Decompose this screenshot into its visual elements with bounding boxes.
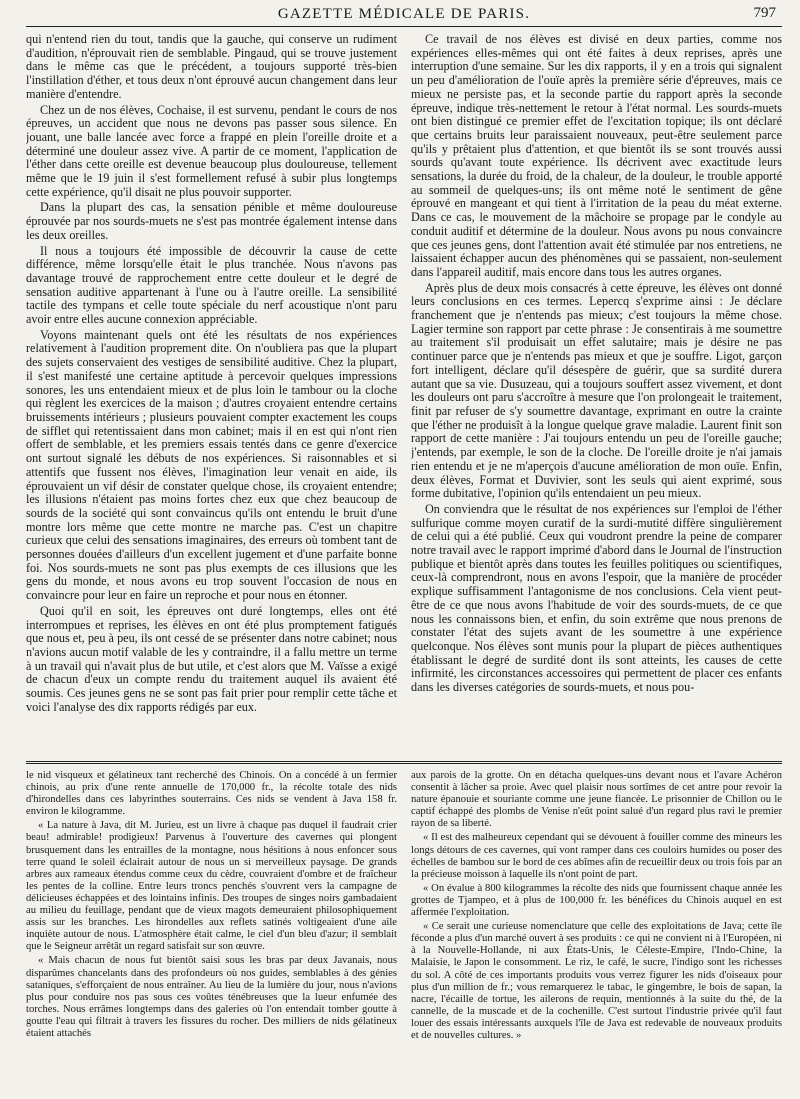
feuilleton-paragraph: « Ce serait une curieuse nomenclature que celle des exploitations de Java; cette île féconde a plus d'un marché ouvert à ses produits : ce qui ne convient ni à l'Européen, ni à la Nouvelle-Hollande, ni aux États-Unis, le Céleste-Empire, l'Indo-Chine, la Malaisie, le Japon le consomment. Le riz, le café, le sucre, l'indigo sont les richesses du sol. A côté de ces importants produits vous verrez figurer les nids d'oiseaux pour plus d'un million de fr.; vous remarquerez le tabac, le gingembre, le bois de sapan, la nacre, l'écaille de tortue, les ailerons de requin, mentionnés à la suite du thé, de la cannelle, de la muscade et de la cochenille. C'est surtout l'industrie privée qu'il faut louer des essais intéressants auxquels l'île de Java est redevable de nouveaux produits et de nouvelles cultures. » (411, 921, 782, 1041)
feuilleton-paragraph: aux parois de la grotte. On en détacha quelques-uns devant nous et l'avare Achéron consentit à lâcher sa proie. Avec quel plaisir nous sortîmes de cet antre pour revoir la nature épanouie et souriante comme une jeune fiancée. Le prisonnier de Chillon ou le captif échappé des plombs de Venise n'eût point salué d'un regard plus ravi le premier rayon de sa liberté. (411, 770, 782, 830)
article-paragraph: Après plus de deux mois consacrés à cette épreuve, les élèves ont donné leurs conclusions en ces termes. Lepercq s'exprime ainsi : Je déclare franchement que je n'entends pas mieux; c'est toujours la même chose. Lagier termine son rapport par cette phrase : Je consentirais à me soumettre au traitement s'il produisait un effet salutaire; mais je désire ne pas continuer parce que je n'entends pas mieux et que je souffre. Ligot, garçon fort intelligent, déclare qu'il désespère de guérir, que sa surdité durera autant que sa vie. Dusuzeau, qui a toujours souffert assez vivement, et dont les douleurs ont paru s'accroître à mesure que l'on prolongeait le traitement, finit par refuser de s'y soumettre davantage, exprimant en outre la crainte que l'éther ne produisît à la longue quelque grave maladie. Laurent finit son rapport de cette manière : J'ai toujours entendu un peu de l'oreille gauche; j'entends, par exemple, le son de la cloche. De l'oreille droite je n'ai jamais rien entendu et je ne m'aperçois d'aucune amélioration de mon ouïe. Enfin, deux élèves, Format et Duvivier, sont les seuls qui aient exprimé, sous forme dubitative, l'opinion qu'ils entendaient un peu mieux. (411, 280, 782, 501)
article-paragraph: Ce travail de nos élèves est divisé en deux parties, comme nos expériences elles-mêmes qui ont été faites à deux reprises, après une interruption d'une semaine. Sur les dix rapports, il y en a trois qui signalent un peu d'amélioration de l'ouïe après la première série d'épreuves, mais ce mieux ne persiste pas, et la seconde partie du rapport après la seconde épreuve, indique très-nettement le retour à l'état normal. Les sourds-muets ont bien distingué ce premier effet de l'excitation topique; ils ont déclaré que certains bruits leur paraissaient nouveaux, peut-être seulement parce qu'ils y prêtaient plus d'attention, et que bientôt ils se sont trouvés aussi sourds qu'avant toute expérience. Ils décrivent avec exactitude leurs sensations, la durée du froid, de la chaleur, de la douleur, le trouble apporté au sommeil de quelques-uns; ils ont même noté le sentiment de gêne éprouvé en mangeant et qui tient à l'irritation de la peau du méat externe. Dans ce cas, le mouvement de la mâchoire se propage par le condyle au conduit auditif et détermine de la douleur. Nous avons pu nous convaincre que ces jeunes gens, dont l'attention avait été stimulée par nos entretiens, ne laissaient échapper aucun des phénomènes qui se passaient, non-seulement dans l'appareil auditif, mais encore dans tous les autres organes. (411, 33, 782, 279)
feuilleton-divider (26, 761, 782, 762)
journal-title: GAZETTE MÉDICALE DE PARIS. (277, 6, 531, 22)
article-column-right (411, 33, 782, 757)
article-paragraph: On conviendra que le résultat de nos expériences sur l'emploi de l'éther sulfurique comme moyen curatif de la surdi-mutité diffère singulièrement de celui qui a été publié. Ceux qui voudront prendre la peine de comparer notre travail avec le rapport imprimé d'abord dans le Journal de l'instruction publique et bientôt après dans toutes les feuilles politiques ou scientifiques, ceux-là comprendront, nous en avons l'espoir, que la manière de procéder explique suffisamment l'antagonisme de nos conclusions. Cela vient peut-être de ce que nous avons l'habitude de voir des sourds-muets, de ce que nous les connaissons bien, et enfin, du soin extrême que nous prenons de constater l'état des sujets avant de les soumettre à une expérience quelconque. Nos élèves sont munis pour la plupart de pièces authentiques établissant le degré de surdité dont ils sont atteints, les causes de cette infirmité, les circonstances accessoires qui permettent de placer ces enfants dans les diverses catégories de sourds-muets, et nous pou- (411, 501, 782, 695)
page-number: 797 (753, 5, 776, 21)
article-paragraph: Chez un de nos élèves, Cochaise, il est survenu, pendant le cours de nos épreuves, un accident que nous ne devons pas passer sous silence. En jouant, une balle lancée avec force a frappé en plein l'oreille droite et a déterminé une douleur assez vive. A partir de ce moment, l'application de l'éther dans cette oreille est devenue beaucoup plus douloureuse, tellement même que le 19 juin il s'est formellement refusé à subir plus longtemps cette expérience, qu'il disait ne plus pouvoir supporter. (26, 102, 397, 199)
main-article (26, 33, 782, 757)
feuilleton-column-right (411, 770, 782, 1088)
article-paragraph: Voyons maintenant quels ont été les résultats de nos expériences relativement à l'audition proprement dite. On n'oubliera pas que la plupart des sujets conservaient des vestiges de sensibilité auditive. Chez la plupart, il s'est manifesté une certaine aptitude à percevoir quelques impressions sonores, les uns entendaient mieux et de plus loin le tambour ou la cloche qui règlent les exercices de la maison ; d'autres croyaient entendre certains bruissements intérieurs ; plusieurs pouvaient compter exactement les coups de sifflet qui retentissaient dans mon cabinet; mais il en est qui n'ont rien offert de semblable, et les premiers essais tentés dans ce genre d'exercice ont surtout signalé les débuts de nos expériences. Si raisonnables et si attentifs que fussent nos élèves, l'imagination leur venait en aide, ils éprouvaient un vif désir de constater quelque chose, ils croyaient entendre; les illusions n'étaient pas moins fortes chez eux que chez beaucoup de sourds de la société qui sont convaincus qu'ils ont entendu le bruit d'une montre lors même que cette montre ne marche pas. C'est un chapitre curieux que celui des sensations imaginaires, des erreurs où tombent tant de personnes douées d'ailleurs d'un excellent jugement et d'une parfaite bonne foi. Nos sourds-muets ne sont pas plus exempts de ces illusions que les gens du monde, et nous avons eu trop souvent l'occasion de nous en convaincre pour leur en faire un reproche et pour nous en étonner. (26, 327, 397, 603)
feuilleton-divider-thin (26, 763, 782, 764)
feuilleton-paragraph: « Il est des malheureux cependant qui se dévouent à fouiller comme des mineurs les longs détours de ces cavernes, qui vont ramper dans ces couloirs humides ou poser des échelles de bambou sur le bord de ces abîmes afin de recueillir deux ou trois fois par an la précieuse moisson à laquelle ils n'ont point de part. (411, 832, 782, 880)
feuilleton (26, 770, 782, 1088)
article-paragraph: qui n'entend rien du tout, tandis que la gauche, qui conserve un rudiment d'audition, n'éprouvait rien de semblable. Pingaud, qui se trouve justement dans le même cas que le précédent, a toujours supporté très-bien l'instillation d'éther, et tous deux n'ont éprouvé aucun changement dans leur manière d'entendre. (26, 33, 397, 101)
article-paragraph: Quoi qu'il en soit, les épreuves ont duré longtemps, elles ont été interrompues et reprises, les élèves en ont été plus promptement fatigués que nous et, peu à peu, ils ont cessé de se présenter dans notre cabinet; nous n'avions aucun motif valable de les y contraindre, il a fallu mettre un terme à un travail qui n'avait plus de but utile, et c'est alors que M. Vaïsse a exigé de chacun d'eux un compte rendu du traitement auquel ils avaient été soumis. Ces jeunes gens ne se sont pas fait prier pour remplir cette tâche et voici l'analyse des dix rapports rédigés par eux. (26, 603, 397, 714)
feuilleton-paragraph: « Mais chacun de nous fut bientôt saisi sous les bras par deux Javanais, nous disparûmes chancelants dans des profondeurs où nos guides, semblables à des génies sataniques, s'efforçaient de nous entraîner. Au lieu de la lumière du jour, nous n'avions plus pour conduire nos pas sous ces voûtes ténébreuses que la lueur enfumée des torches. Nous errâmes longtemps dans des galeries où l'on entendait tomber goutte à goutte l'eau qui filtrait à travers les fissures du rocher. Des milliers de nids gélatineux étaient attachés (26, 955, 397, 1039)
feuilleton-paragraph: « La nature à Java, dit M. Jurieu, est un livre à chaque pas duquel il faudrait crier beau! admirable! prodigieux! Parvenus à l'ouverture des cavernes qui plongent brusquement dans les entrailles de la montagne, nous hésitions à nous enfoncer sous terre quand le soleil éclairait autour de nous un si merveilleux paysage. De grands arbres aux rameaux étendus comme ceux du cèdre, couvraient d'ombre et de fraîcheur les pentes de la colline. Entre leurs troncs penchés s'ouvrent vers la campagne de délicieuses échappées et des lointains infinis. Des troupes de singes noirs gambadaient au milieu du feuillage, pendant que de vieux magots demeuraient philosophiquement assis sur les branches. Les hirondelles aux reflets satinés voltigeaient d'une aile inquiète autour de nous. L'atmosphère était calme, le ciel d'un bleu d'azur; il semblait que le Seigneur arrêtât un regard satisfait sur son œuvre. (26, 820, 397, 953)
feuilleton-paragraph: « On évalue à 800 kilogrammes la récolte des nids que fournissent chaque année les grottes de Tjampeo, et à plus de 100,000 fr. les bénéfices du Chinois auquel en est affermée l'exploitation. (411, 882, 782, 919)
article-paragraph: Il nous a toujours été impossible de découvrir la cause de cette différence, même lorsqu'elle était le plus tranchée. Nous n'avons pas davantage trouvé de rapprochement entre cette douleur et le degré de sensation auditive appartenant à l'une ou à l'autre oreille. La sensibilité tactile des tympans et celle toute spéciale du nerf acoustique n'ont paru avoir entre elles aucune connexion appréciable. (26, 243, 397, 327)
feuilleton-paragraph: le nid visqueux et gélatineux tant recherché des Chinois. On a concédé à un fermier chinois, au prix d'une rente annuelle de 170,000 fr., la récolte totale des nids d'hirondelles dans ces labyrinthes souterrains. Ces nids se vendent à Java 158 fr. environ le kilogramme. (26, 770, 397, 818)
page-header (26, 0, 782, 27)
feuilleton-column-left (26, 770, 397, 1088)
article-paragraph: Dans la plupart des cas, la sensation pénible et même douloureuse éprouvée par nos sourds-muets ne s'est pas montrée également intense dans les deux oreilles. (26, 200, 397, 242)
article-column-left (26, 33, 397, 757)
